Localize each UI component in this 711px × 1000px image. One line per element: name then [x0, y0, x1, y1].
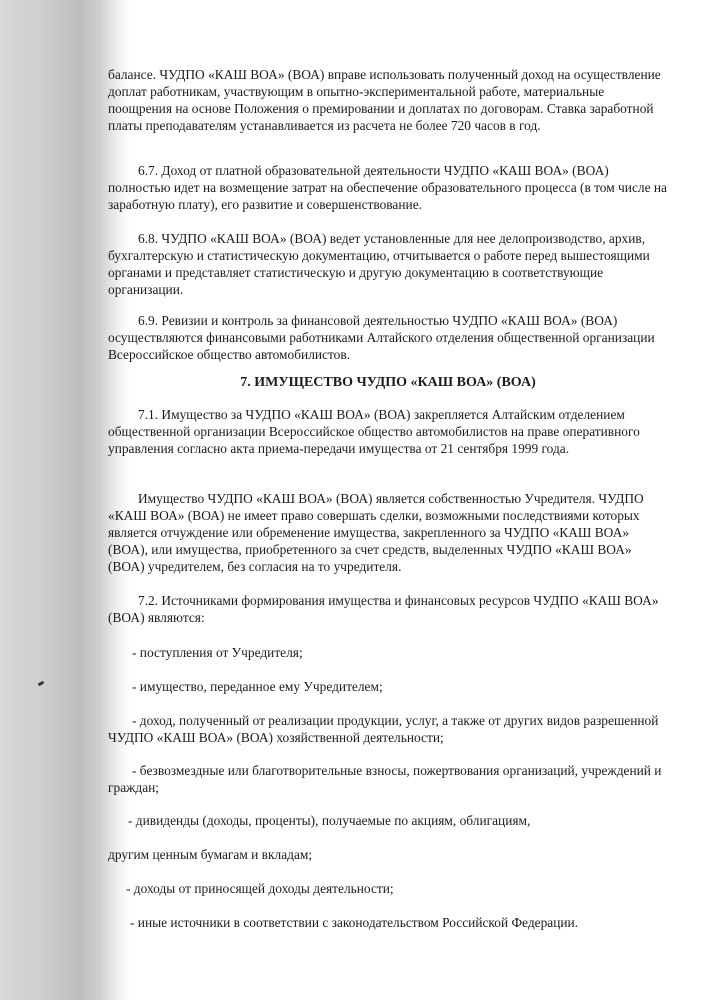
list-item-securities: другим ценным бумагам и вкладам;: [108, 847, 313, 862]
paragraph-property: Имущество ЧУДПО «КАШ ВОА» (ВОА) является собственностью Учредителя. ЧУДПО «КАШ ВОА» (ВОА) не имеет право совершать сделки, возможными последствиями которых является отчуждение или обременение имущества, закрепленного за ЧУДПО «КАШ ВОА» (ВОА), или имущества, приобретенного за счет средств, выделенных ЧУДПО «КАШ ВОА» (ВОА) учредителем, без согласия на то учредителя.: [108, 491, 644, 574]
paragraph-6-9: 6.9. Ревизии и контроль за финансовой деятельностью ЧУДПО «КАШ ВОА» (ВОА) осуществляются финансовыми работниками Алтайского отделения общественной организации Всероссийское общество автомобилистов.: [108, 313, 655, 362]
list-item-donations: - безвозмездные или благотворительные взносы, пожертвования организаций, учреждений и граждан;: [108, 763, 662, 795]
list-item-other-sources: - иные источники в соответствии с законодательством Российской Федерации.: [130, 915, 579, 930]
list-item-sales-income: - доход, полученный от реализации продукции, услуг, а также от других видов разрешенной ЧУДПО «КАШ ВОА» (ВОА) хозяйственной деятельности;: [108, 713, 659, 745]
paragraph-6-7: 6.7. Доход от платной образовательной деятельности ЧУДПО «КАШ ВОА» (ВОА) полностью идет на возмещение затрат на обеспечение образовательного процесса (в том числе на заработную плату), его развитие и совершенствование.: [108, 163, 667, 212]
list-item-transferred-property: - имущество, переданное ему Учредителем;: [132, 679, 383, 694]
list-item-income-activity: - доходы от приносящей доходы деятельности;: [126, 881, 394, 896]
list-item-dividends: - дивиденды (доходы, проценты), получаемые по акциям, облигациям,: [128, 813, 531, 828]
paragraph-7-2: 7.2. Источниками формирования имущества и финансовых ресурсов ЧУДПО «КАШ ВОА» (ВОА) являются:: [108, 593, 659, 625]
paragraph-intro: балансе. ЧУДПО «КАШ ВОА» (ВОА) вправе использовать полученный доход на осуществление доплат работникам, участвующим в опытно-экспериментальной работе, материальные поощрения на основе Положения о премировании и доплатах по договорам. Ставка заработной платы преподавателям устанавливается из расчета не более 720 часов в год.: [108, 67, 661, 133]
list-item-founder-receipts: - поступления от Учредителя;: [132, 645, 303, 660]
paragraph-7-1: 7.1. Имущество за ЧУДПО «КАШ ВОА» (ВОА) закрепляется Алтайским отделением общественной организации Всероссийское общество автомобилистов на праве оперативного управления согласно акта приема-передачи имущества от 21 сентября 1999 года.: [108, 407, 640, 456]
section-7-title: 7. ИМУЩЕСТВО ЧУДПО «КАШ ВОА» (ВОА): [240, 375, 536, 390]
paragraph-6-8: 6.8. ЧУДПО «КАШ ВОА» (ВОА) ведет установленные для нее делопроизводство, архив, бухгалтерскую и статистическую документацию, отчитывается о работе перед вышестоящими органами и представляет статистическую и другую документацию в соответствующие организации.: [108, 231, 650, 297]
